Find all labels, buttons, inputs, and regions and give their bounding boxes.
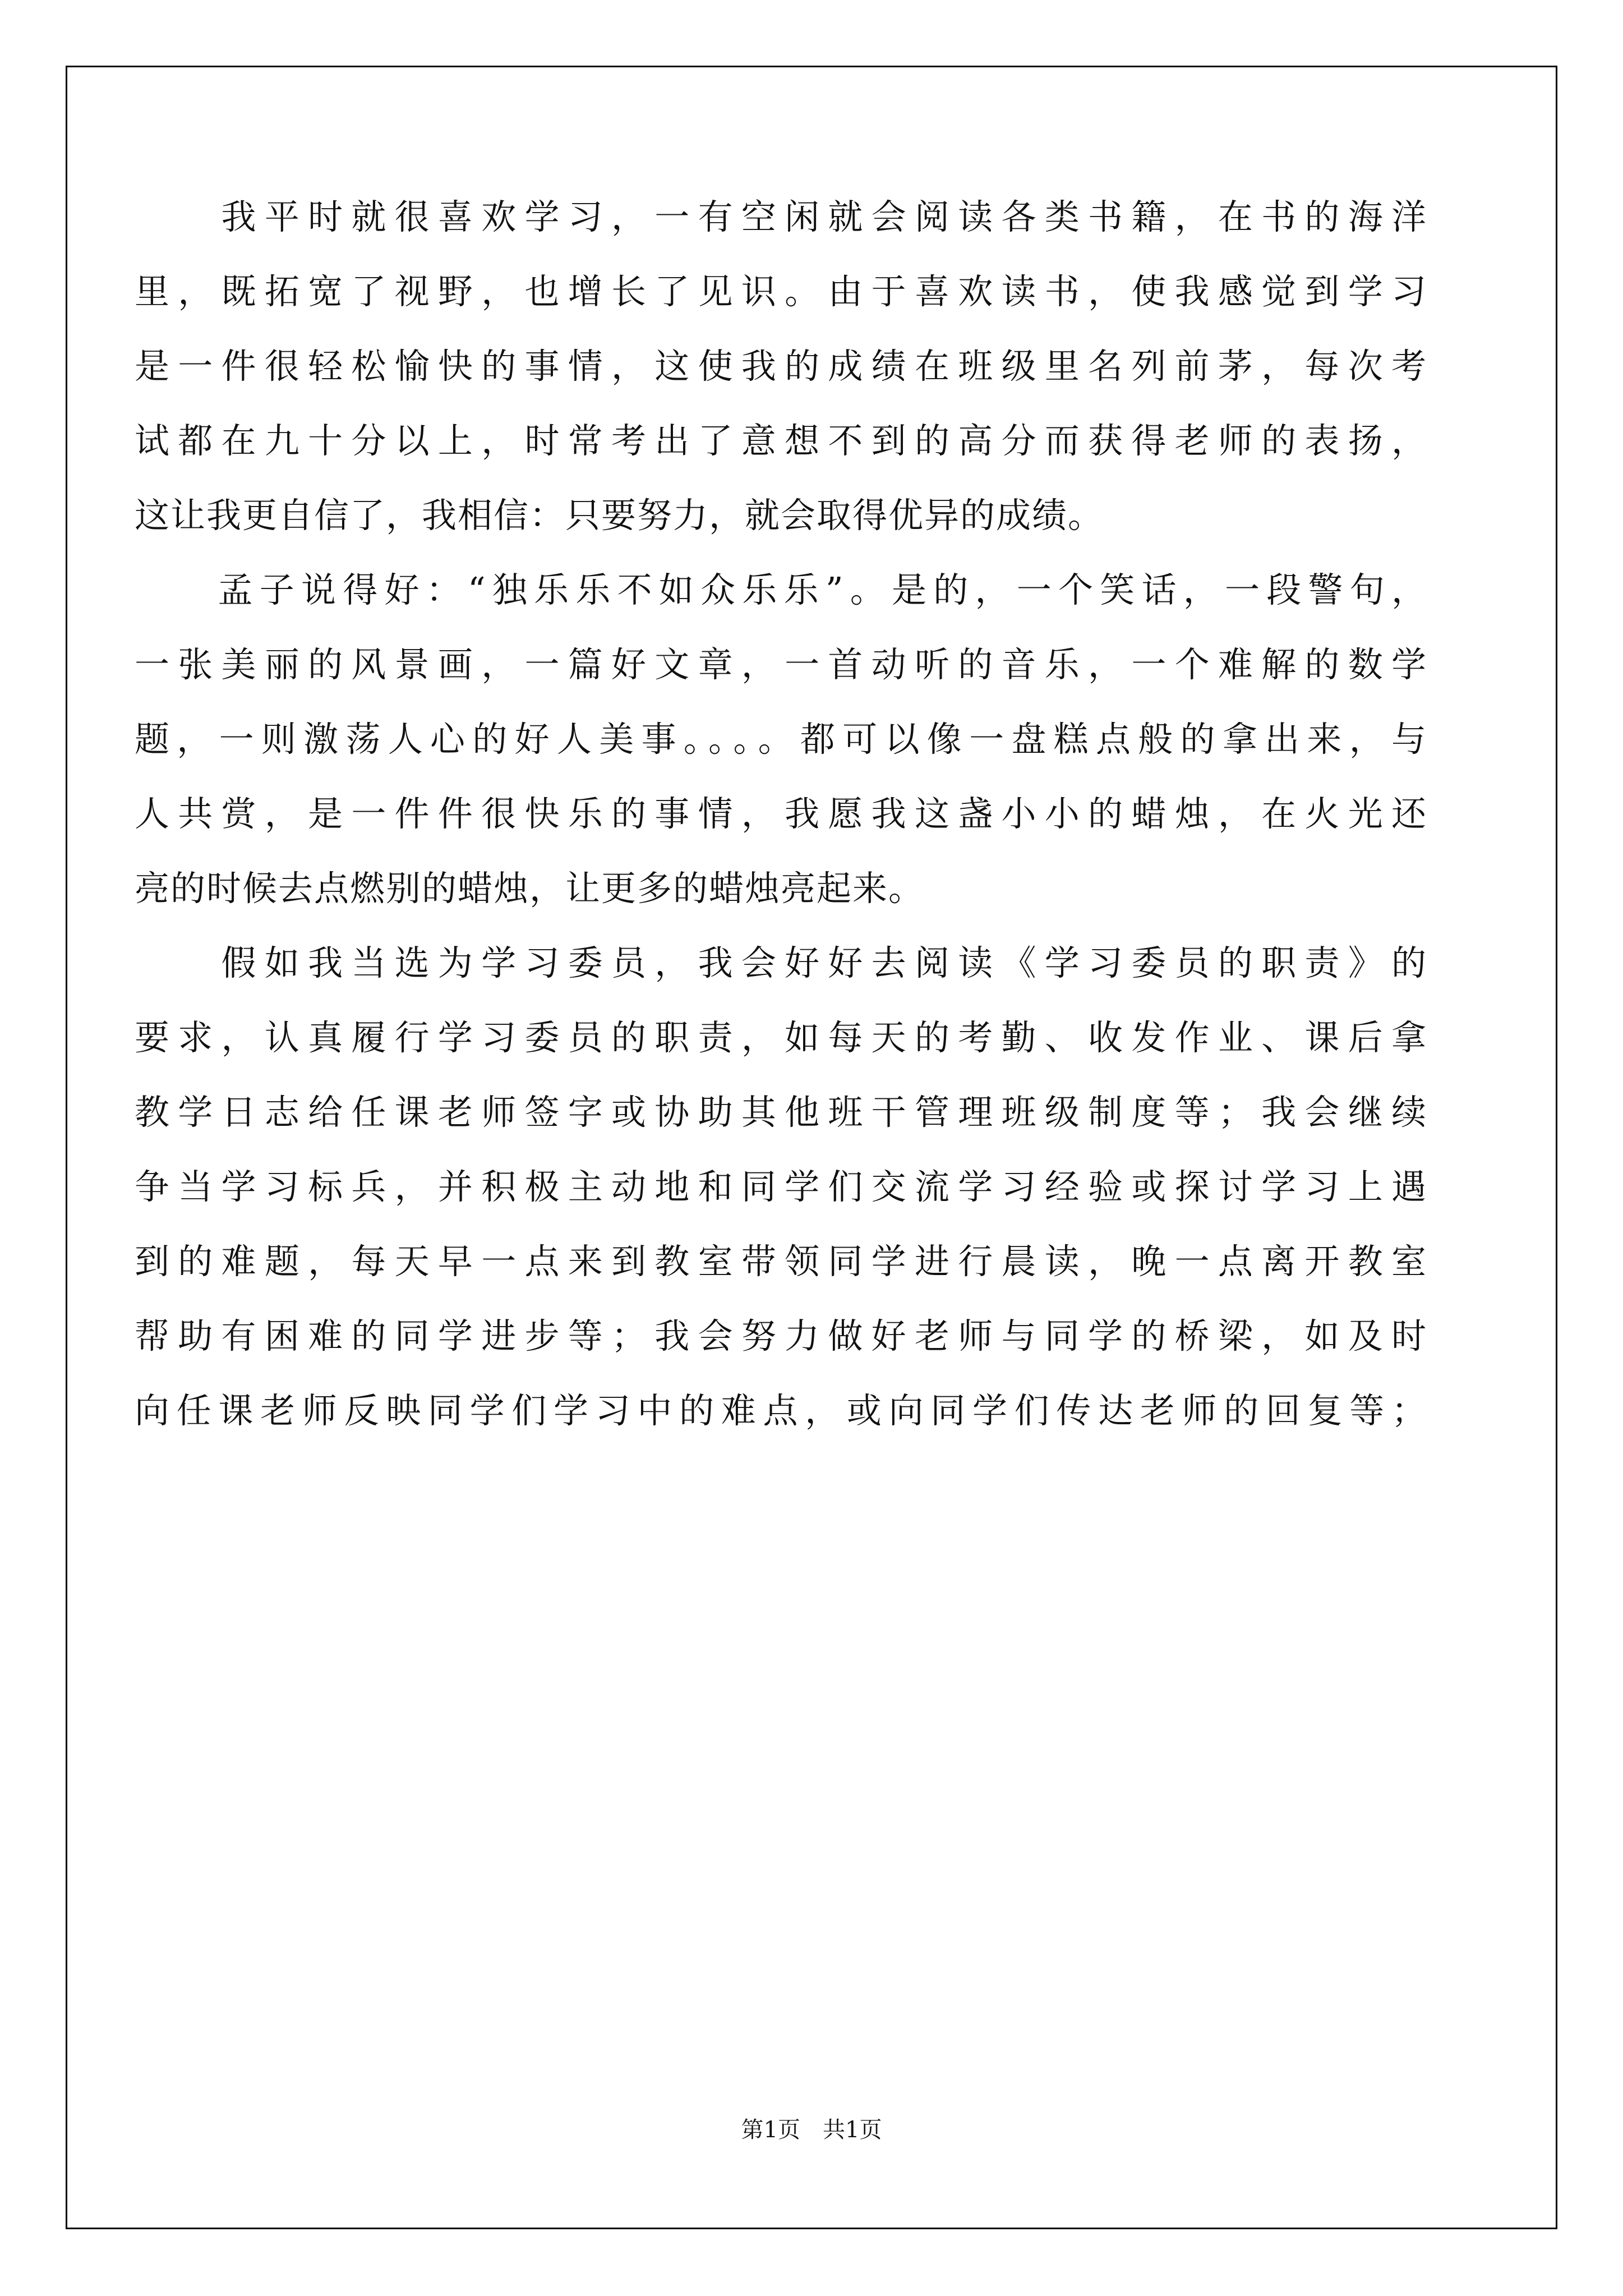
text-line: 试都在九十分以上，时常考出了意想不到的高分而获得老师的表扬，: [135, 420, 1427, 461]
text-line: 人共赏，是一件件很快乐的事情，我愿我这盏小小的蜡烛，在火光还: [135, 793, 1427, 834]
text-line: 到的难题，每天早一点来到教室带领同学进行晨读，晚一点离开教室: [135, 1241, 1427, 1282]
text-line: 我平时就很喜欢学习，一有空闲就会阅读各类书籍，在书的海洋: [135, 196, 1427, 237]
text-line: 向任课老师反映同学们学习中的难点，或向同学们传达老师的回复等；: [135, 1390, 1427, 1431]
text-line: 教学日志给任课老师签字或协助其他班干管理班级制度等；我会继续: [135, 1092, 1427, 1133]
page-footer: 第1页 共1页: [741, 2117, 882, 2143]
text-line: 亮的时候去点燃别的蜡烛，让更多的蜡烛亮起来。: [135, 868, 925, 909]
text-line: 假如我当选为学习委员，我会好好去阅读《学习委员的职责》的: [135, 942, 1427, 983]
text-line: 这让我更自信了，我相信：只要努力，就会取得优异的成绩。: [135, 495, 1104, 536]
text-line: 争当学习标兵，并积极主动地和同学们交流学习经验或探讨学习上遇: [135, 1166, 1427, 1207]
text-line: 帮助有困难的同学进步等；我会努力做好老师与同学的桥梁，如及时: [135, 1315, 1427, 1356]
text-line: 里，既拓宽了视野，也增长了见识。由于喜欢读书，使我感觉到学习: [135, 271, 1427, 312]
text-line: 题，一则激荡人心的好人美事。。。。都可以像一盘糕点般的拿出来，与: [135, 719, 1427, 760]
text-line: 要求，认真履行学习委员的职责，如每天的考勤、收发作业、课后拿: [135, 1017, 1427, 1058]
text-line: 一张美丽的风景画，一篇好文章，一首动听的音乐，一个难解的数学: [135, 644, 1427, 685]
text-line: 是一件很轻松愉快的事情，这使我的成绩在班级里名列前茅，每次考: [135, 346, 1427, 386]
document-body: [135, 180, 1427, 1448]
text-line: 孟子说得好：“独乐乐不如众乐乐”。是的，一个笑话，一段警句，: [135, 569, 1427, 610]
